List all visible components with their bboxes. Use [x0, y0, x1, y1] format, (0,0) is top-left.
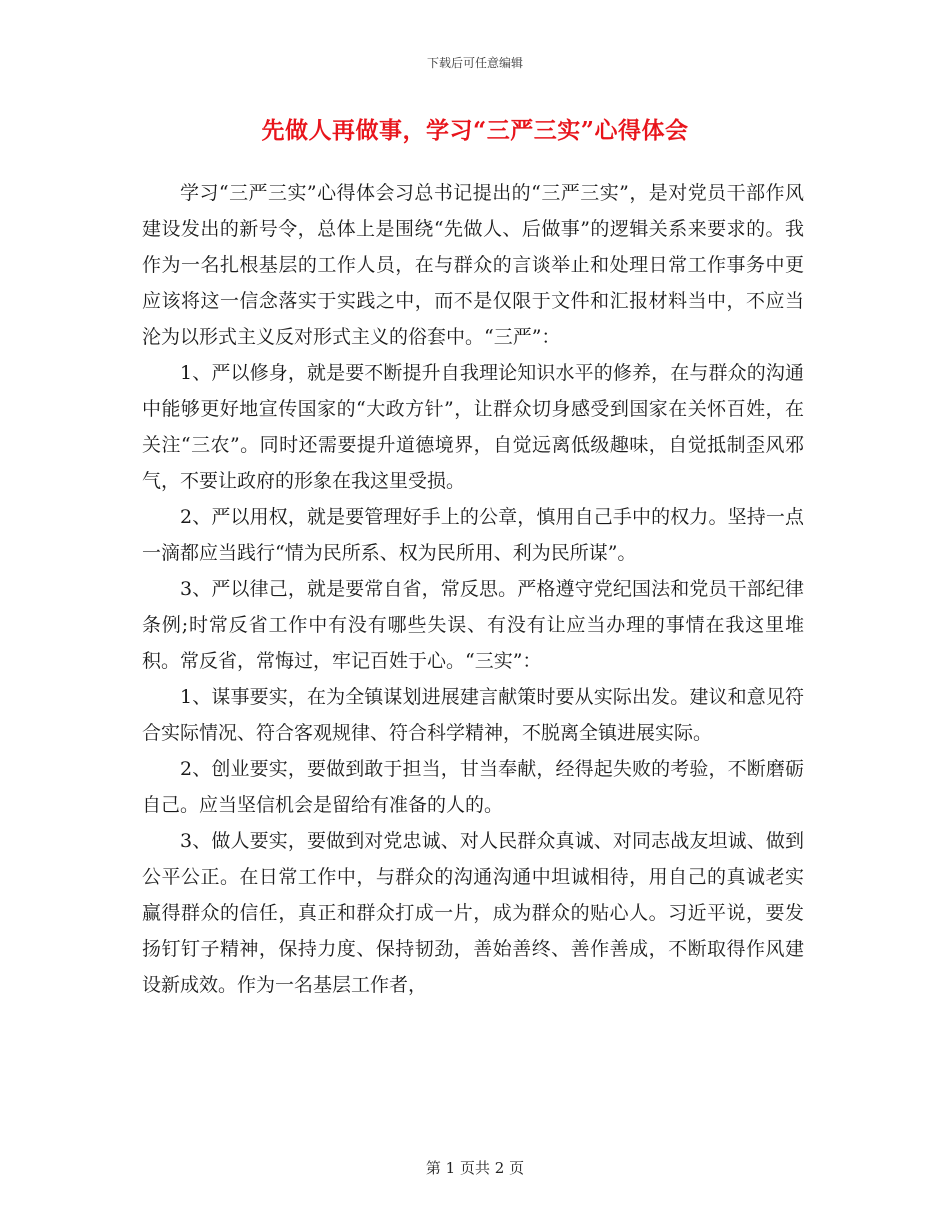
paragraph-intro: 学习“三严三实”心得体会习总书记提出的“三严三实”，是对党员干部作风建设发出的新号令，总体上是围绕“先做人、后做事”的逻辑关系来要求的。我作为一名扎根基层的工作人员，在与群众的言谈举止和处理日常工作事务中更应该将这一信念落实于实践之中，而不是仅限于文件和汇报材料当中，不应当沦为以形式主义反对形式主义的俗套中。“三严”：	[142, 182, 804, 348]
document-title: 先做人再做事，学习“三严三实”心得体会	[261, 117, 689, 144]
document-body	[142, 175, 804, 1003]
paragraph-practical-conduct: 3、做人要实，要做到对党忠诚、对人民群众真诚、对同志战友坦诚、做到公平公正。在日常工作中，与群众的沟通沟通中坦诚相待，用自己的真诚老实赢得群众的信任，真正和群众打成一片，成为群众的贴心人。习近平说，要发扬钉钉子精神，保持力度、保持韧劲，善始善终、善作善成，不断取得作风建设新成效。作为一名基层工作者，	[142, 830, 804, 996]
paragraph-practical-planning: 1、谋事要实，在为全镇谋划进展建言献策时要从实际出发。建议和意见符合实际情况、符合客观规律、符合科学精神，不脱离全镇进展实际。	[142, 686, 804, 744]
paragraph-strict-use-of-power: 2、严以用权，就是要管理好手上的公章，慎用自己手中的权力。坚持一点一滴都应当践行“情为民所系、权为民所用、利为民所谋”。	[142, 506, 804, 564]
paragraph-strict-self-cultivation: 1、严以修身，就是要不断提升自我理论知识水平的修养，在与群众的沟通中能够更好地宣传国家的“大政方针”，让群众切身感受到国家在关怀百姓，在关注“三农”。同时还需要提升道德境界，自觉远离低级趣味，自觉抵制歪风邪气，不要让政府的形象在我这里受损。	[142, 362, 804, 492]
paragraph-practical-enterprise: 2、创业要实，要做到敢于担当，甘当奉献，经得起失败的考验，不断磨砺自己。应当坚信机会是留给有准备的人的。	[142, 758, 804, 816]
paragraph-strict-self-discipline: 3、严以律己，就是要常自省，常反思。严格遵守党纪国法和党员干部纪律条例;时常反省工作中有没有哪些失误、有没有让应当办理的事情在我这里堆积。常反省，常悔过，牢记百姓于心。“三实”：	[142, 578, 804, 672]
page-header-note: 下载后可任意编辑	[426, 56, 523, 70]
page-number-footer: 第 1 页共 2 页	[425, 1159, 525, 1177]
